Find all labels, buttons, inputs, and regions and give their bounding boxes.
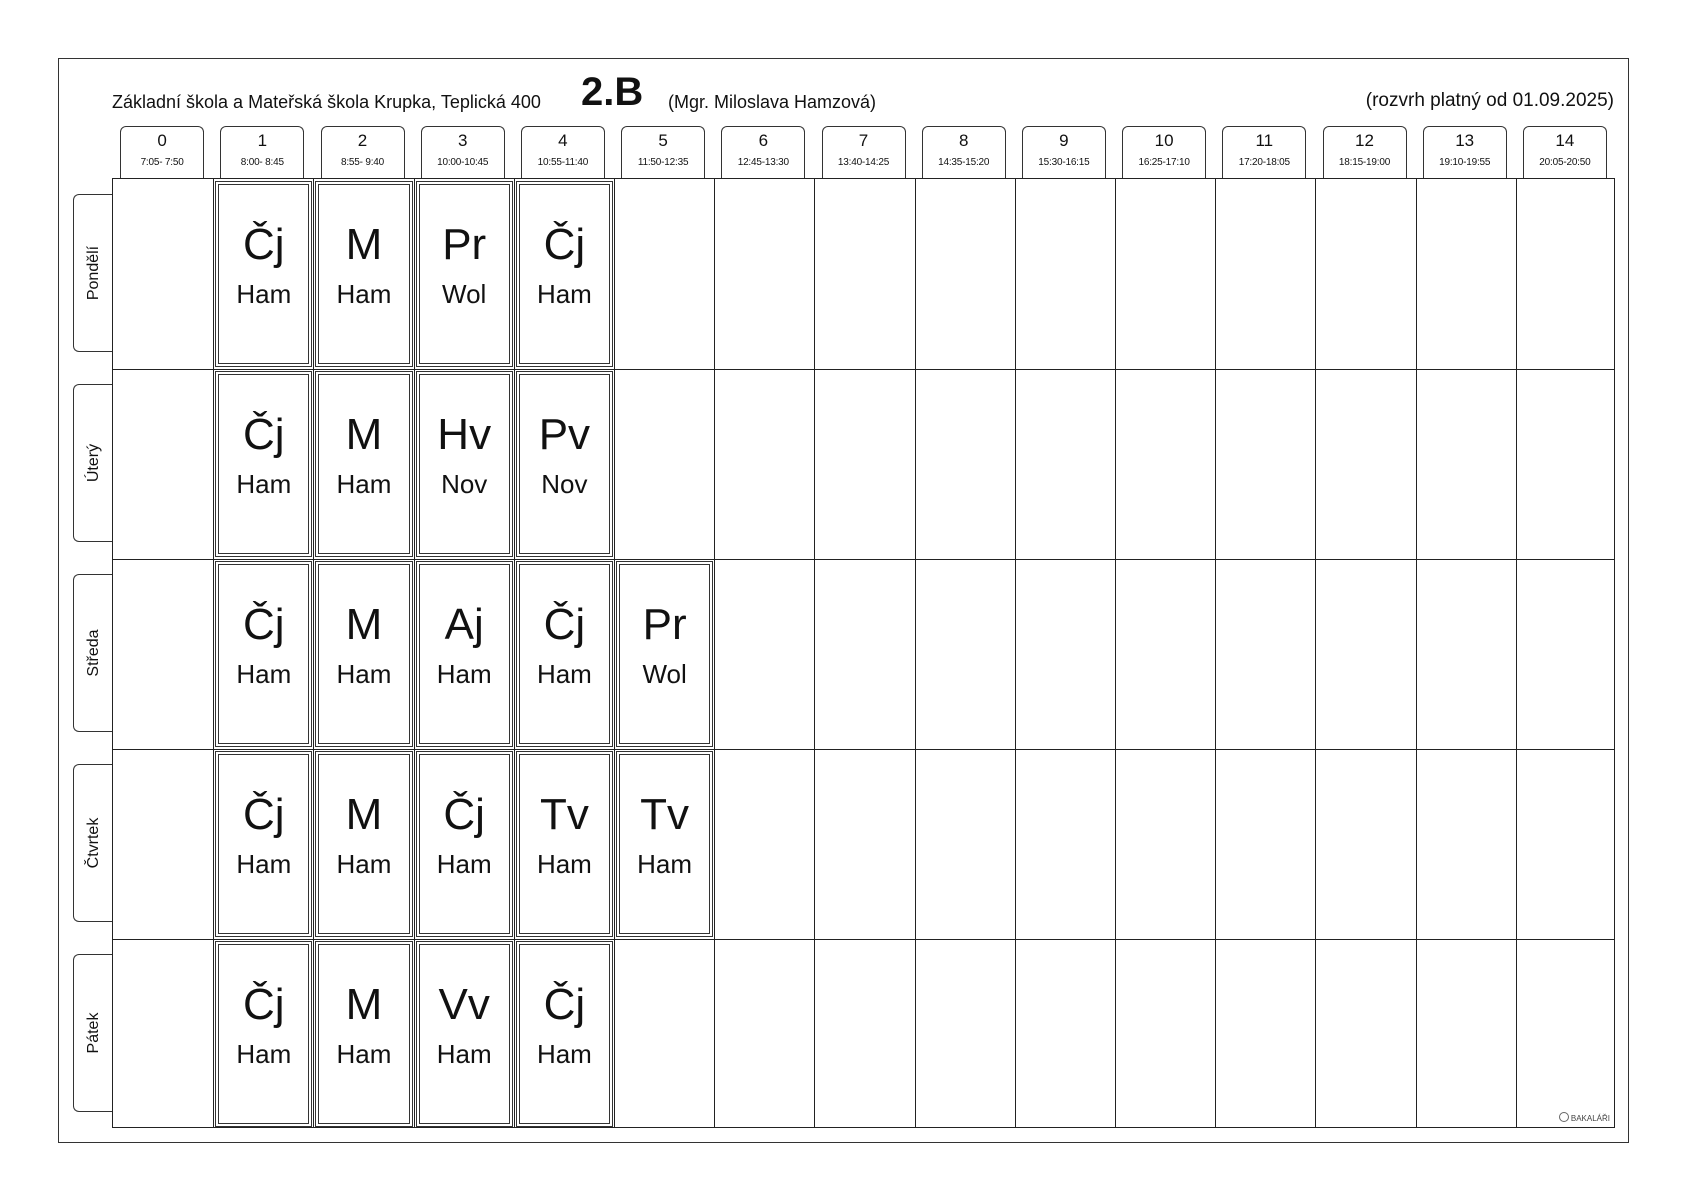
- lesson-subject: Čj: [243, 410, 285, 459]
- period-tab: [120, 126, 204, 178]
- lesson-subject: Vv: [438, 980, 490, 1029]
- grid-column-divider: [1315, 179, 1316, 1127]
- day-tab: [73, 764, 113, 922]
- lesson-subject: Čj: [243, 790, 285, 839]
- period-number: 5: [658, 131, 668, 150]
- period-tab: [1423, 126, 1507, 178]
- lesson-cell[interactable]: [315, 371, 412, 557]
- day-label: Čtvrtek: [84, 817, 102, 869]
- period-time: 10:00-10:45: [437, 157, 489, 168]
- grid-row-divider: [113, 559, 1614, 560]
- lesson-cell[interactable]: [616, 751, 713, 937]
- lesson-teacher: Ham: [536, 659, 592, 689]
- lesson-cell[interactable]: [315, 181, 412, 367]
- lesson-cell[interactable]: [416, 561, 513, 747]
- day-tab: [73, 384, 113, 542]
- lesson-teacher: Ham: [236, 279, 292, 309]
- day-tab: [73, 574, 113, 732]
- lesson-cell[interactable]: [215, 371, 312, 557]
- period-time: 16:25-17:10: [1138, 157, 1190, 168]
- day-label: Pondělí: [84, 245, 102, 301]
- day-tab: [73, 954, 113, 1112]
- lesson-cell[interactable]: [215, 941, 312, 1127]
- period-tab: [922, 126, 1006, 178]
- lesson-cell[interactable]: [616, 561, 713, 747]
- grid-column-divider: [614, 179, 615, 1127]
- lesson-cell[interactable]: [516, 371, 613, 557]
- period-tab: [1122, 126, 1206, 178]
- lesson-subject: Čj: [543, 600, 586, 649]
- lesson-subject: Čj: [243, 220, 285, 269]
- lesson-teacher: Ham: [436, 1039, 492, 1069]
- lesson-subject: Pv: [538, 410, 591, 459]
- lesson-teacher: Ham: [536, 1039, 592, 1069]
- lesson-subject: M: [345, 790, 383, 839]
- period-number: 7: [858, 131, 869, 150]
- period-tab: [1022, 126, 1106, 178]
- lesson-cell[interactable]: [516, 941, 613, 1127]
- period-time: 15:30-16:15: [1038, 157, 1090, 168]
- grid-column-divider: [1516, 179, 1517, 1127]
- lesson-teacher: Ham: [536, 849, 592, 879]
- period-number: 6: [758, 131, 769, 150]
- lesson-teacher: Ham: [436, 849, 492, 879]
- lesson-cell[interactable]: [215, 561, 312, 747]
- period-number: 0: [157, 131, 167, 150]
- class-name: 2.B: [581, 70, 644, 114]
- lesson-teacher: Ham: [637, 849, 693, 879]
- school-name: Základní škola a Mateřská škola Krupka, Teplická 400: [112, 92, 541, 112]
- grid-column-divider: [414, 179, 415, 1127]
- lesson-teacher: Nov: [541, 469, 588, 499]
- lesson-subject: Pr: [642, 600, 687, 649]
- lesson-teacher: Ham: [336, 1039, 392, 1069]
- lesson-cell[interactable]: [315, 751, 412, 937]
- grid-column-divider: [714, 179, 715, 1127]
- period-number: 8: [958, 131, 969, 150]
- lesson-teacher: Ham: [336, 469, 392, 499]
- lesson-subject: M: [345, 600, 383, 649]
- lesson-cell[interactable]: [416, 181, 513, 367]
- bakalari-icon: [1559, 1112, 1569, 1122]
- lesson-cell[interactable]: [416, 371, 513, 557]
- grid-column-divider: [1416, 179, 1417, 1127]
- timetable-header: [0, 0, 1684, 120]
- lesson-teacher: Ham: [236, 849, 292, 879]
- lesson-teacher: Wol: [442, 279, 487, 309]
- period-number: 10: [1154, 131, 1174, 150]
- valid-from: (rozvrh platný od 01.09.2025): [1365, 90, 1614, 111]
- day-tab: [73, 194, 113, 352]
- period-number: 13: [1455, 131, 1475, 150]
- period-time: 7:05- 7:50: [140, 157, 184, 168]
- lesson-teacher: Wol: [642, 659, 687, 689]
- period-time: 11:50-12:35: [637, 157, 689, 168]
- period-number: 3: [457, 131, 468, 150]
- period-time: 20:05-20:50: [1539, 157, 1591, 168]
- period-number: 1: [257, 131, 268, 150]
- lesson-cell[interactable]: [516, 751, 613, 937]
- lesson-cell[interactable]: [315, 561, 412, 747]
- period-tab: [321, 126, 405, 178]
- lesson-cell[interactable]: [516, 561, 613, 747]
- period-number: 9: [1059, 131, 1069, 150]
- period-tab: [822, 126, 906, 178]
- lesson-subject: M: [345, 410, 383, 459]
- lesson-cell[interactable]: [516, 181, 613, 367]
- lesson-cell[interactable]: [215, 751, 312, 937]
- grid-column-divider: [1215, 179, 1216, 1127]
- lesson-subject: Čj: [443, 790, 485, 839]
- lesson-subject: Čj: [543, 980, 586, 1029]
- period-tab: [1222, 126, 1306, 178]
- lesson-subject: Čj: [243, 600, 285, 649]
- class-teacher: (Mgr. Miloslava Hamzová): [668, 92, 877, 112]
- lesson-cell[interactable]: [215, 181, 312, 367]
- period-tab: [721, 126, 805, 178]
- lesson-subject: M: [345, 980, 383, 1029]
- grid-column-divider: [1015, 179, 1016, 1127]
- day-label: Středa: [84, 629, 102, 677]
- period-time: 8:55- 9:40: [340, 157, 385, 168]
- bakalari-logo: [1559, 1112, 1610, 1123]
- lesson-teacher: Ham: [336, 849, 392, 879]
- lesson-subject: Tv: [539, 790, 589, 839]
- lesson-cell[interactable]: [416, 941, 513, 1127]
- lesson-subject: Pr: [442, 220, 487, 269]
- day-label: Úterý: [84, 443, 102, 483]
- lesson-teacher: Ham: [336, 279, 392, 309]
- period-tab: [421, 126, 505, 178]
- period-time: 13:40-14:25: [837, 157, 890, 168]
- lesson-subject: Hv: [437, 410, 492, 459]
- lesson-subject: Tv: [640, 790, 690, 839]
- period-number: 14: [1555, 131, 1575, 150]
- lesson-teacher: Ham: [236, 659, 292, 689]
- period-tab: [1523, 126, 1607, 178]
- period-number: 2: [357, 131, 368, 150]
- lesson-cell[interactable]: [315, 941, 412, 1127]
- grid-row-divider: [113, 749, 1614, 750]
- grid-column-divider: [814, 179, 815, 1127]
- period-time: 18:15-19:00: [1338, 157, 1391, 168]
- grid-column-divider: [1115, 179, 1116, 1127]
- grid-row-divider: [113, 939, 1614, 940]
- period-time: 12:45-13:30: [737, 157, 789, 168]
- lesson-cell[interactable]: [416, 751, 513, 937]
- period-time: 14:35-15:20: [938, 157, 990, 168]
- lesson-teacher: Nov: [441, 469, 488, 499]
- grid-row-divider: [113, 369, 1614, 370]
- lesson-subject: Čj: [243, 980, 285, 1029]
- lesson-teacher: Ham: [436, 659, 492, 689]
- period-tab: [1323, 126, 1407, 178]
- grid-column-divider: [213, 179, 214, 1127]
- grid-column-divider: [313, 179, 314, 1127]
- brand-label: BAKALÁŘI: [1570, 1114, 1610, 1123]
- lesson-teacher: Ham: [336, 659, 392, 689]
- lesson-teacher: Ham: [536, 279, 592, 309]
- timetable-grid: [112, 178, 1615, 1128]
- grid-column-divider: [514, 179, 515, 1127]
- period-number: 4: [558, 131, 568, 150]
- lesson-teacher: Ham: [236, 469, 292, 499]
- lesson-subject: Čj: [543, 220, 586, 269]
- period-time: 19:10-19:55: [1439, 157, 1491, 168]
- period-tab: [621, 126, 705, 178]
- period-time: 10:55-11:40: [537, 157, 589, 168]
- grid-column-divider: [915, 179, 916, 1127]
- period-time: 8:00- 8:45: [240, 157, 284, 168]
- period-time: 17:20-18:05: [1238, 157, 1290, 168]
- lesson-subject: M: [345, 220, 383, 269]
- period-tab: [521, 126, 605, 178]
- lesson-subject: Aj: [444, 600, 484, 649]
- day-label: Pátek: [84, 1012, 102, 1054]
- period-tab: [220, 126, 304, 178]
- period-number: 12: [1355, 131, 1374, 150]
- lesson-teacher: Ham: [236, 1039, 292, 1069]
- period-number: 11: [1255, 131, 1274, 150]
